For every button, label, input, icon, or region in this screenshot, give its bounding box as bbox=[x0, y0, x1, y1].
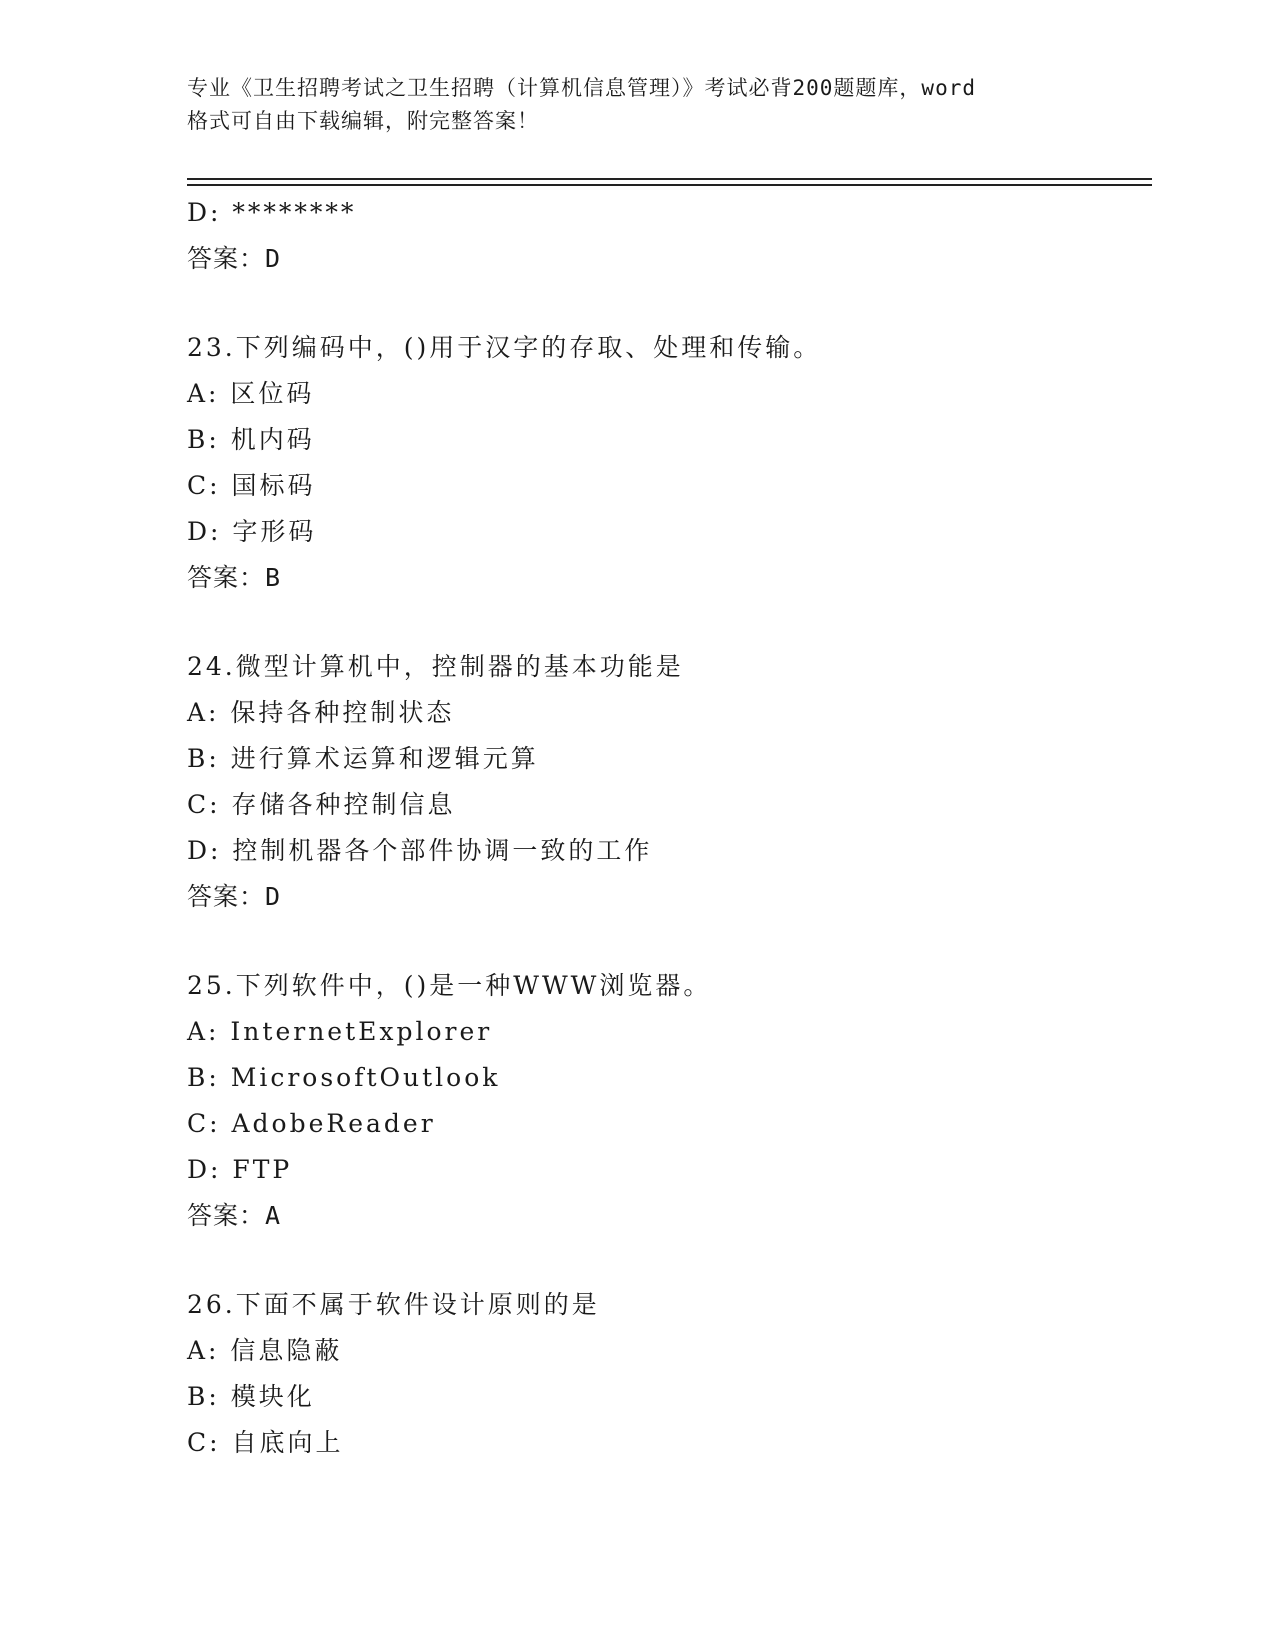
question-stem: 26.下面不属于软件设计原则的是 bbox=[187, 1290, 600, 1319]
option-d: D: 控制机器各个部件协调一致的工作 bbox=[187, 836, 653, 865]
option-b: B: 模块化 bbox=[187, 1382, 315, 1411]
question-list bbox=[187, 190, 1152, 1466]
option-d: D: 字形码 bbox=[187, 517, 317, 546]
answer-line: 答案：A bbox=[187, 1201, 282, 1230]
answer-line: 答案：D bbox=[187, 882, 282, 911]
document-header bbox=[187, 72, 1087, 138]
option-c: C: 自底向上 bbox=[187, 1428, 344, 1457]
option-b: B: 进行算术运算和逻辑元算 bbox=[187, 744, 539, 773]
option-d: D: FTP bbox=[187, 1155, 293, 1184]
question-23 bbox=[187, 325, 1152, 601]
question-stem: 24.微型计算机中，控制器的基本功能是 bbox=[187, 652, 684, 681]
option-c: C: 国标码 bbox=[187, 471, 316, 500]
option-a: A: 保持各种控制状态 bbox=[187, 698, 455, 727]
question-stem: 25.下列软件中，()是一种WWW浏览器。 bbox=[187, 971, 712, 1000]
option-b: B: 机内码 bbox=[187, 425, 315, 454]
answer-line: 答案：D bbox=[187, 244, 282, 273]
option-c: C: AdobeReader bbox=[187, 1109, 436, 1138]
header-line-2: 格式可自由下载编辑，附完整答案！ bbox=[187, 109, 539, 133]
option-d: D: ******** bbox=[187, 198, 357, 227]
option-a: A: 区位码 bbox=[187, 379, 315, 408]
option-b: B: MicrosoftOutlook bbox=[187, 1063, 501, 1092]
answer-line: 答案：B bbox=[187, 563, 282, 592]
question-26 bbox=[187, 1282, 1152, 1466]
question-25 bbox=[187, 963, 1152, 1239]
question-24 bbox=[187, 644, 1152, 920]
header-line-1: 专业《卫生招聘考试之卫生招聘（计算机信息管理）》考试必背200题题库，word bbox=[187, 76, 976, 100]
option-a: A: 信息隐蔽 bbox=[187, 1336, 343, 1365]
question-stem: 23.下列编码中，()用于汉字的存取、处理和传输。 bbox=[187, 333, 822, 362]
header-divider-top bbox=[187, 178, 1152, 180]
option-a: A: InternetExplorer bbox=[187, 1017, 493, 1046]
header-divider-bottom bbox=[187, 184, 1152, 186]
option-c: C: 存储各种控制信息 bbox=[187, 790, 456, 819]
